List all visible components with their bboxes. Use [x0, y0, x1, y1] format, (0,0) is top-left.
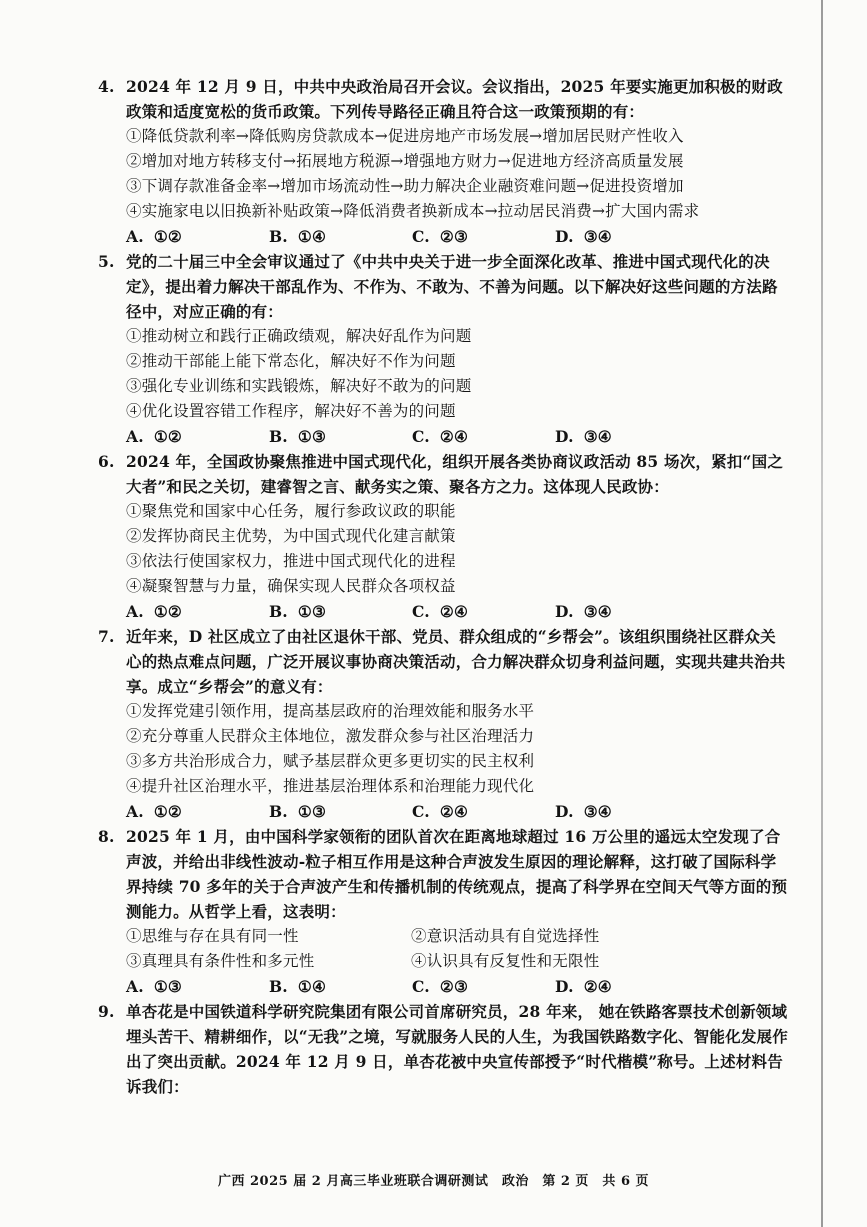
- choice-a[interactable]: A. ①②: [126, 227, 183, 246]
- choice-c[interactable]: C. ②④: [412, 602, 469, 621]
- choice-a[interactable]: A. ①②: [126, 802, 183, 821]
- scan-edge-line: [821, 0, 823, 1227]
- choice-b[interactable]: B. ①④: [269, 227, 327, 246]
- option-2: ②增加对地方转移支付→拓展地方税源→增强地方财力→促进地方经济高质量发展: [126, 152, 684, 170]
- question-number: 7.: [98, 627, 115, 646]
- choice-d[interactable]: D. ③④: [555, 227, 612, 246]
- option-4: ④提升社区治理水平，推进基层治理体系和治理能力现代化: [126, 777, 535, 795]
- option-3: ③多方共治形成合力，赋予基层群众更多更切实的民主权利: [126, 752, 535, 770]
- choice-d[interactable]: D. ②④: [555, 977, 612, 996]
- answer-choices: [98, 224, 788, 249]
- choice-c[interactable]: C. ②④: [412, 802, 469, 821]
- choice-a[interactable]: A. ①②: [126, 602, 183, 621]
- question-stem: 党的二十届三中全会审议通过了《中共中央关于进一步全面深化改革、推进中国式现代化的决定》，提出着力解决干部乱作为、不作为、不敢为、不善为问题。以下解决好这些问题的方法路径中，对应正确的有：: [126, 252, 778, 321]
- question-number: 5.: [98, 252, 115, 271]
- option-2: ②意识活动具有自觉选择性: [411, 927, 600, 945]
- question-8: [98, 824, 788, 999]
- option-4: ④认识具有反复性和无限性: [411, 952, 600, 970]
- option-row: [98, 924, 788, 949]
- question-6: [98, 449, 788, 624]
- answer-choices: [98, 599, 788, 624]
- option-1: ①推动树立和践行正确政绩观，解决好乱作为问题: [126, 327, 472, 345]
- option-2: ②充分尊重人民群众主体地位，激发群众参与社区治理活力: [126, 727, 535, 745]
- option-3: ③真理具有条件性和多元性: [126, 952, 315, 970]
- question-stem: 2024 年 12 月 9 日，中共中央政治局召开会议。会议指出，2025 年要实施更加积极的财政政策和适度宽松的货币政策。下列传导路径正确且符合这一政策预期的有：: [126, 77, 783, 121]
- question-5: [98, 249, 788, 449]
- question-stem: 2025 年 1 月，由中国科学家领衔的团队首次在距离地球超过 16 万公里的遥远太空发现了合声波，并给出非线性波动-粒子相互作用是这种合声波发生原因的理论解释，这打破了国际科学界持续 70 多年的关于合声波产生和传播机制的传统观点，提高了科学界在空间天气等方面的预测能力。从哲学上看，这表明：: [126, 827, 788, 921]
- choice-d[interactable]: D. ③④: [555, 602, 612, 621]
- option-4: ④优化设置容错工作程序，解决好不善为的问题: [126, 402, 456, 420]
- question-7: [98, 624, 788, 824]
- option-3: ③依法行使国家权力，推进中国式现代化的进程: [126, 552, 456, 570]
- option-1: ①降低贷款利率→降低购房贷款成本→促进房地产市场发展→增加居民财产性收入: [126, 127, 684, 145]
- option-3: ③下调存款准备金率→增加市场流动性→助力解决企业融资难问题→促进投资增加: [126, 177, 684, 195]
- question-number: 4.: [98, 77, 115, 96]
- question-stem: 单杏花是中国铁道科学研究院集团有限公司首席研究员，28 年来， 她在铁路客票技术创新领域埋头苦干、精耕细作，以“无我”之境，写就服务人民的人生，为我国铁路数字化、智能化发展作出了突出贡献。2024 年 12 月 9 日，单杏花被中央宣传部授予“时代楷模”称号。上述材料告诉我们：: [126, 1002, 788, 1096]
- choice-b[interactable]: B. ①③: [269, 802, 327, 821]
- choice-c[interactable]: C. ②③: [412, 977, 469, 996]
- option-4: ④实施家电以旧换新补贴政策→降低消费者换新成本→拉动居民消费→扩大国内需求: [126, 202, 700, 220]
- choice-c[interactable]: C. ②③: [412, 227, 469, 246]
- option-3: ③强化专业训练和实践锻炼，解决好不敢为的问题: [126, 377, 472, 395]
- answer-choices: [98, 799, 788, 824]
- choice-d[interactable]: D. ③④: [555, 802, 612, 821]
- choice-d[interactable]: D. ③④: [555, 427, 612, 446]
- choice-c[interactable]: C. ②④: [412, 427, 469, 446]
- option-1: ①发挥党建引领作用，提高基层政府的治理效能和服务水平: [126, 702, 535, 720]
- choice-a[interactable]: A. ①③: [126, 977, 183, 996]
- question-stem: 近年来，D 社区成立了由社区退休干部、党员、群众组成的“乡帮会”。该组织围绕社区群众关心的热点难点问题，广泛开展议事协商决策活动，合力解决群众切身利益问题，实现共建共治共享。成立“乡帮会”的意义有：: [126, 627, 786, 696]
- question-number: 8.: [98, 827, 115, 846]
- option-2: ②发挥协商民主优势，为中国式现代化建言献策: [126, 527, 456, 545]
- option-4: ④凝聚智慧与力量，确保实现人民群众各项权益: [126, 577, 456, 595]
- option-2: ②推动干部能上能下常态化，解决好不作为问题: [126, 352, 456, 370]
- option-row: [98, 949, 788, 974]
- answer-choices: [98, 974, 788, 999]
- choice-b[interactable]: B. ①③: [269, 427, 327, 446]
- page-footer: 广西 2025 届 2 月高三毕业班联合调研测试 政治 第 2 页 共 6 页: [217, 1174, 650, 1189]
- question-number: 9.: [98, 1002, 115, 1021]
- answer-choices: [98, 424, 788, 449]
- option-1: ①思维与存在具有同一性: [126, 927, 299, 945]
- questions-body: [98, 74, 788, 1099]
- choice-a[interactable]: A. ①②: [126, 427, 183, 446]
- question-stem: 2024 年，全国政协聚焦推进中国式现代化，组织开展各类协商议政活动 85 场次，紧扣“国之大者”和民之关切，建睿智之言、献务实之策、聚各方之力。这体现人民政协：: [126, 452, 784, 496]
- question-9: [98, 999, 788, 1099]
- choice-b[interactable]: B. ①④: [269, 977, 327, 996]
- question-number: 6.: [98, 452, 115, 471]
- option-1: ①聚焦党和国家中心任务，履行参政议政的职能: [126, 502, 456, 520]
- choice-b[interactable]: B. ①③: [269, 602, 327, 621]
- question-4: [98, 74, 788, 249]
